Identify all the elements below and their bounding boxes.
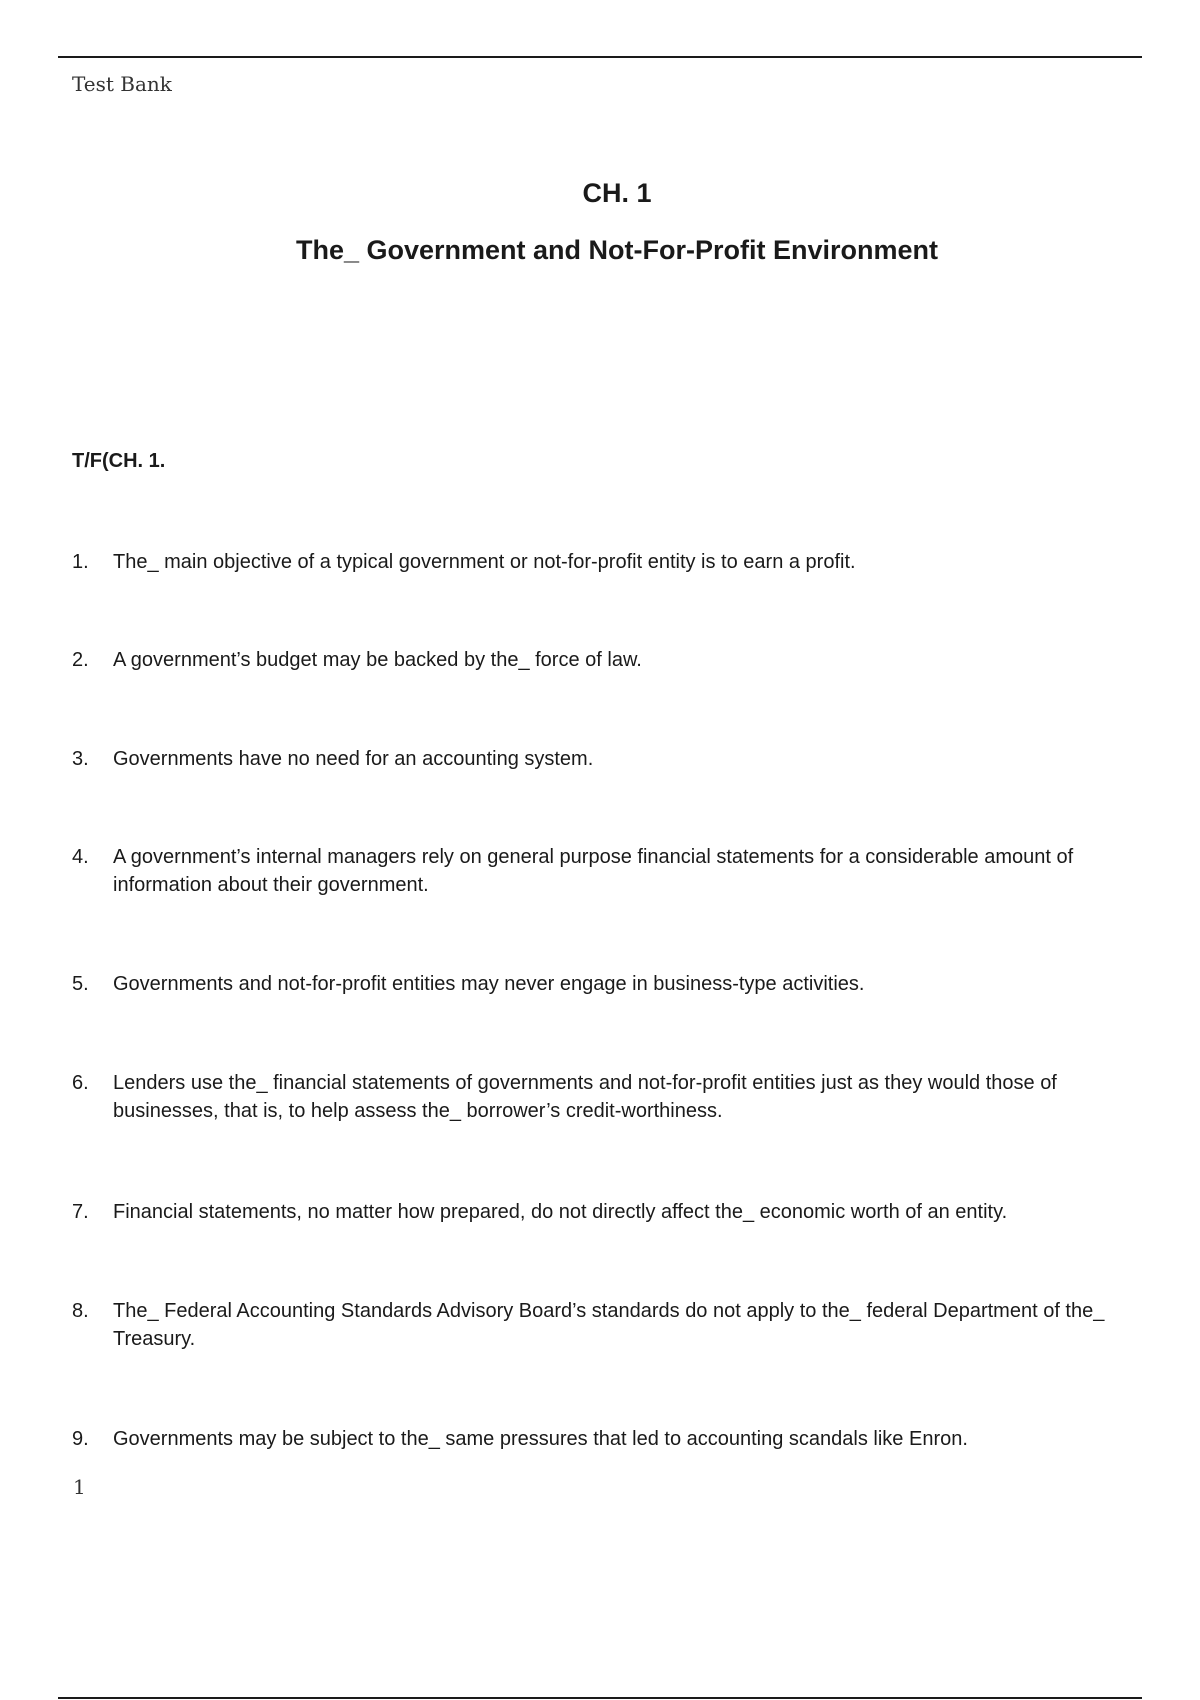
question-text: Financial statements, no matter how prepared, do not directly affect the_ economic worth of an entity. xyxy=(113,1201,1008,1223)
question-item xyxy=(72,548,1162,576)
question-text: Governments and not-for-profit entities may never engage in business-type activities. xyxy=(113,973,865,995)
question-number: 5. xyxy=(72,973,89,995)
question-text: The_ Federal Accounting Standards Advisory Board’s standards do not apply to the_ federal Department of the_ Treasury. xyxy=(113,1300,1105,1350)
page-number: 1 xyxy=(73,1475,86,1499)
question-text: Governments have no need for an accounting system. xyxy=(113,748,594,770)
page-title: The_ Government and Not-For-Profit Environment xyxy=(295,235,939,265)
question-item xyxy=(72,970,1162,998)
question-item xyxy=(72,1069,1162,1125)
question-text: A government’s internal managers rely on general purpose financial statements for a considerable amount of information about their government. xyxy=(113,846,1074,896)
question-item xyxy=(72,843,1162,899)
question-number: 6. xyxy=(72,1072,89,1094)
question-number: 3. xyxy=(72,748,89,770)
question-number: 1. xyxy=(72,551,89,573)
chapter-heading: CH. 1 xyxy=(582,178,652,208)
question-item xyxy=(72,1198,1162,1226)
bottom-divider xyxy=(58,1697,1142,1699)
question-text: A government’s budget may be backed by the_ force of law. xyxy=(113,649,642,671)
header-label: Test Bank xyxy=(72,72,172,96)
question-text: Governments may be subject to the_ same pressures that led to accounting scandals like Enron. xyxy=(113,1428,968,1450)
question-number: 2. xyxy=(72,649,89,671)
question-item xyxy=(72,1297,1162,1353)
question-text: Lenders use the_ financial statements of governments and not-for-profit entities just as they would those of businesses, that is, to help assess the_ borrower’s credit-worthiness. xyxy=(113,1072,1057,1122)
question-text: The_ main objective of a typical government or not-for-profit entity is to earn a profit. xyxy=(113,551,856,573)
question-item xyxy=(72,745,1162,773)
section-heading: T/F(CH. 1. xyxy=(72,450,166,472)
question-number: 8. xyxy=(72,1300,89,1322)
question-item xyxy=(72,646,1162,674)
question-item xyxy=(72,1425,1162,1453)
question-number: 7. xyxy=(72,1201,89,1223)
top-divider xyxy=(58,56,1142,58)
question-number: 4. xyxy=(72,846,89,868)
question-number: 9. xyxy=(72,1428,89,1450)
